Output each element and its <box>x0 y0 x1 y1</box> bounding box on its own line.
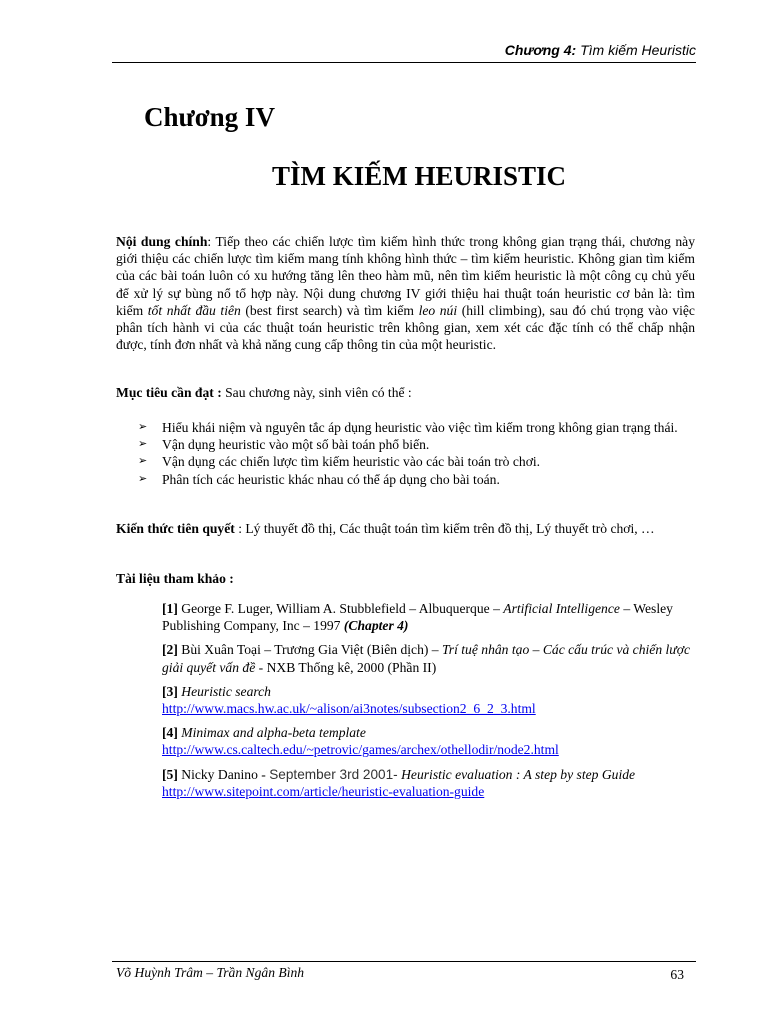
reference-item <box>162 724 695 758</box>
footer-authors: Võ Huỳnh Trâm – Trần Ngân Bình <box>116 965 305 980</box>
page-header <box>112 42 696 58</box>
objective-text: Phân tích các heuristic khác nhau có thể áp dụng cho bài toán. <box>162 471 500 487</box>
ref-link[interactable]: http://www.cs.caltech.edu/~petrovic/games/archex/othellodir/node2.html <box>162 742 559 758</box>
reference-item <box>162 641 695 675</box>
intro-em-2: leo núi <box>418 302 458 318</box>
intro-label: Nội dung chính <box>116 234 208 249</box>
ref-link[interactable]: http://www.sitepoint.com/article/heuristic-evaluation-guide <box>162 783 485 799</box>
prereq-label: Kiến thức tiên quyết <box>116 521 235 536</box>
arrow-bullet-icon: ➢ <box>138 421 148 433</box>
arrow-bullet-icon: ➢ <box>138 438 148 451</box>
objectives-list <box>116 419 695 488</box>
objectives-text: Sau chương này, sinh viên có thể : <box>221 385 412 400</box>
objective-text: Vận dụng heuristic vào một số bài toán phổ biến. <box>162 437 430 453</box>
ref-chapter: (Chapter 4) <box>343 618 409 634</box>
ref-number: [1] <box>162 601 178 616</box>
arrow-bullet-icon: ➢ <box>138 472 148 485</box>
ref-title: Heuristic evaluation : A step by step Guide <box>397 766 636 782</box>
reference-item <box>162 766 695 800</box>
chapter-number: Chương IV <box>144 102 275 132</box>
references-list <box>162 600 695 807</box>
ref-number: [5] <box>162 766 178 782</box>
list-item <box>116 471 695 488</box>
ref-rest: - NXB Thống kê, 2000 (Phần II) <box>255 659 437 675</box>
ref-number: [2] <box>162 642 178 658</box>
prereq-paragraph <box>116 520 695 537</box>
ref-title: Artificial Intelligence <box>503 601 620 616</box>
list-item <box>116 419 695 436</box>
ref-link[interactable]: http://www.macs.hw.ac.uk/~alison/ai3notes/subsection2_6_2_3.html <box>162 701 536 717</box>
ref-authors: Bùi Xuân Toại – Trương Gia Việt (Biên dịch) – <box>177 642 442 658</box>
intro-text-1: : Tiếp theo các chiến lược tìm kiếm hình thức trong không gian trạng thái, chương này giới thiệu các chiến lược tìm kiếm mang tính không hình thức – tìm kiếm heuristic. Không gian tìm kiếm của các bài toán luôn có xu hướng tăng lên theo hàm mũ, nên tìm kiếm heuristic là một công cụ chủ yếu để xử lý sự bùng nổ tổ hợp này. Nội dung chương IV giới thiệu hai thuật toán heuristic cơ bản là: tìm kiếm <box>116 234 695 318</box>
reference-item <box>162 683 695 717</box>
list-item <box>116 436 695 453</box>
objective-text: Hiểu khái niệm và nguyên tắc áp dụng heuristic vào việc tìm kiếm trong không gian trạng thái. <box>162 420 678 435</box>
ref-title: Heuristic search <box>177 683 271 699</box>
ref-authors: Nicky Danino - <box>177 766 270 782</box>
prereq-text: : Lý thuyết đồ thị, Các thuật toán tìm kiếm trên đồ thị, Lý thuyết trò chơi, … <box>234 521 655 536</box>
reference-item <box>162 600 695 634</box>
intro-paragraph <box>116 233 695 353</box>
ref-number: [3] <box>162 683 178 699</box>
header-chapter-label: Chương 4: <box>504 42 577 58</box>
intro-em-1: tốt nhất đầu tiên <box>147 302 241 318</box>
chapter-title: TÌM KIẾM HEURISTIC <box>271 161 567 191</box>
ref-date: September 3rd 2001- <box>269 766 398 782</box>
ref-title: Minimax and alpha-beta template <box>177 725 366 741</box>
references-heading: Tài liệu tham khảo : <box>116 571 234 586</box>
footer-rule <box>112 961 696 962</box>
ref-number: [4] <box>162 725 178 741</box>
header-rule <box>112 62 696 63</box>
page-number: 63 <box>670 967 684 982</box>
objective-text: Vận dụng các chiến lược tìm kiếm heuristic vào các bài toán trò chơi. <box>162 454 541 470</box>
objectives-label: Mục tiêu cần đạt : <box>116 385 222 400</box>
ref-title: Trí tuệ nhân tạo – Các cấu trúc và chiến lược giải quyết vấn đề <box>162 642 690 675</box>
intro-text-2: (best first search) và tìm kiếm <box>240 302 419 318</box>
objectives-heading <box>116 384 695 401</box>
ref-rest: – Wesley Publishing Company, Inc – 1997 <box>162 601 673 634</box>
header-chapter-name: Tìm kiếm Heuristic <box>580 42 696 58</box>
ref-authors: George F. Luger, William A. Stubblefield – Albuquerque – <box>177 601 504 616</box>
arrow-bullet-icon: ➢ <box>138 455 148 468</box>
intro-text-3: (hill climbing), sau đó chú trọng vào việc phân tích hành vi của các thuật toán heuristic trên không gian, xem xét các đặc tính có thể chấp nhận được, tính đơn nhất và khả năng cung cấp thông tin của một heuristic. <box>116 302 695 353</box>
list-item <box>116 453 695 470</box>
